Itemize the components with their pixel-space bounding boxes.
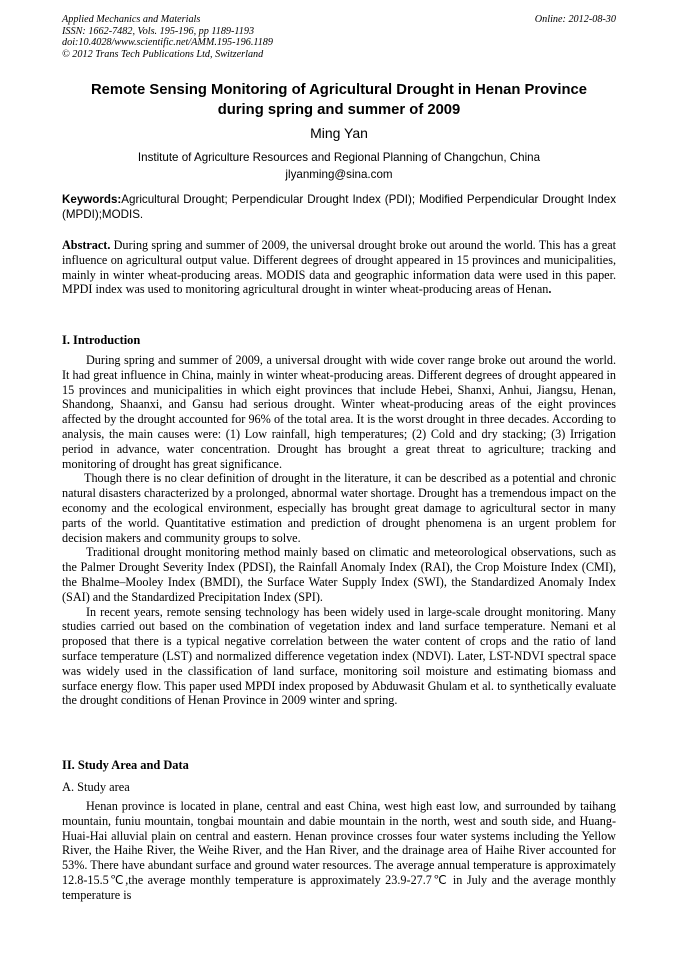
author-email: jlyanming@sina.com <box>285 168 393 181</box>
author-affiliation: Institute of Agriculture Resources and Regional Planning of Changchun, China <box>137 151 541 164</box>
study-area-paragraph: Henan province is located in plane, central and east China, west high east low, and surrounded by taihang mountain, funiu mountain, tongbai mountain and dabie mountain in the north, west and south side, and Huang-Huai-Hai alluvial plain on central and eastern. Henan province crosses four water systems including the Yellow River, the Haihe River, the Weihe River, and the Han River, and the drainage area of Haihe River accounted for 53%. There have abundant surface and ground water resources. The average annual temperature is approximately 12.8-15.5℃,the average monthly temperature is approximately 23.9-27.7℃ in July and the average monthly temperature is <box>62 799 616 902</box>
journal-name: Applied Mechanics and Materials <box>62 14 201 25</box>
online-date: Online: 2012-08-30 <box>534 14 616 25</box>
abstract-text: During spring and summer of 2009, the universal drought broke out around the world. This has a great influence on agricultural output value. Different degrees of drought appeared in 15 provinces and municipalities, mainly in winter wheat-producing areas. MODIS data and geographic information data were used in this paper. MPDI index was used to monitoring agricultural drought in winter wheat-producing areas of Henan <box>62 238 616 297</box>
introduction-body <box>62 353 616 708</box>
section-heading-introduction: I. Introduction <box>62 333 141 347</box>
abstract <box>62 238 616 297</box>
journal-issn: ISSN: 1662-7482, Vols. 195-196, pp 1189-1193 <box>62 25 255 37</box>
title-line-1: Remote Sensing Monitoring of Agricultural Drought in Henan Province <box>91 82 587 98</box>
abstract-end: . <box>548 282 552 297</box>
keywords-text: Agricultural Drought; Perpendicular Drought Index (PDI); Modified Perpendicular Drought Index (MPDI);MODIS. <box>62 193 616 221</box>
journal-copyright: © 2012 Trans Tech Publications Ltd, Switzerland <box>62 48 264 60</box>
paper-title <box>50 80 628 120</box>
subsection-heading-study-area: A. Study area <box>62 780 130 794</box>
intro-paragraph-2: Though there is no clear definition of drought in the literature, it can be described as a potential and chronic natural disasters characterized by a prolonged, abnormal water shortage. Drought has a tremendous impact on the economy and the ecological environment, especially has brought great damage to agricultural sector in many parts of the world. Quantitative estimation and prediction of drought phenomena is an urgent problem for decision makers and community groups to solve. <box>62 471 616 545</box>
author-info <box>50 149 628 183</box>
abstract-label: Abstract. <box>62 238 111 252</box>
intro-paragraph-1: During spring and summer of 2009, a universal drought with wide cover range broke out around the world. It had great influence in China, mainly in winter wheat-producing areas. Different degrees of drought appeared in 15 provinces and municipalities in which eight provinces that include Hebei, Shanxi, Anhui, Jiangsu, Henan, Shandong, Shaanxi, and Gansu had serious drought. Winter wheat-producing areas of the eight provinces affected by the drought accounted for 96% of the total area. It is the worst drought in three decades. According to analysis, the main causes were: (1) Low rainfall, high temperatures; (2) Cold and dry stacking; (3) Irrigation period in advance, water concentration. Drought has brought a great threat to agriculture; tracking and monitoring of drought has great significance. <box>62 353 616 471</box>
author-name: Ming Yan <box>310 125 368 141</box>
study-area-body <box>62 799 616 903</box>
journal-header <box>62 14 616 60</box>
title-line-2: during spring and summer of 2009 <box>217 102 461 118</box>
intro-paragraph-4: In recent years, remote sensing technology has been widely used in large-scale drought monitoring. Many studies carried out based on the combination of vegetation index and land surface temperature. Nemani et al proposed that there is a typical negative correlation between the water content of crops and the ratio of land surface temperature (LST) and normalized difference vegetation index (NDVI). Later, LST-NDVI spectral space was widely used in the classification of land surface, monitoring soil moisture and estimating biomass and surface energy flow. This paper used MPDI index proposed by Abduwasit Ghulam et al. to synthetically evaluate the drought conditions of Henan Province in 2009 winter and spring. <box>62 604 616 708</box>
intro-paragraph-3: Traditional drought monitoring method mainly based on climatic and meteorological observations, such as the Palmer Drought Severity Index (PDSI), the Rainfall Anomaly Index (RAI), the Crop Moisture Index (CMI), the Bhalme–Mooley Index (BMDI), the Surface Water Supply Index (SWI), the Standardized Anomaly Index (SAI) and the Standardized Precipitation Index (SPI). <box>62 545 616 604</box>
section-heading-study-area: II. Study Area and Data <box>62 758 189 772</box>
keywords-label: Keywords: <box>62 193 122 206</box>
journal-doi: doi:10.4028/www.scientific.net/AMM.195-196.1189 <box>62 37 273 49</box>
keywords <box>62 193 616 222</box>
